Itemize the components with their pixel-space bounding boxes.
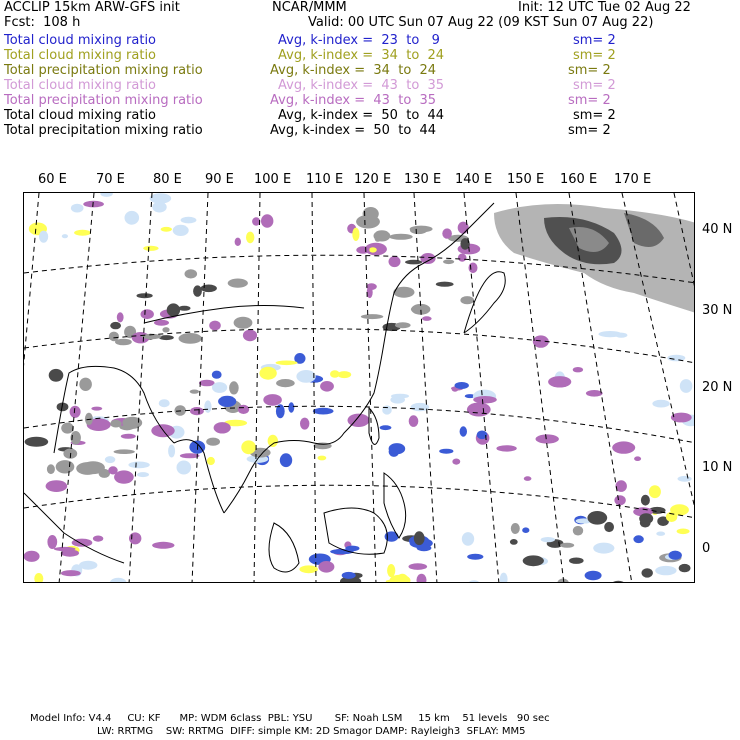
- model-title: ACCLIP 15km ARW-GFS init: [4, 0, 180, 15]
- cloud-patch: [522, 527, 529, 533]
- cloud-patch: [612, 441, 635, 453]
- cloud-patch: [389, 256, 401, 267]
- cloud-patch: [93, 536, 103, 542]
- cloud-patch: [655, 566, 676, 575]
- lat-label: 30 N: [702, 303, 733, 318]
- cloud-patch: [460, 426, 467, 436]
- cloud-patch: [541, 537, 555, 542]
- cloud-patch: [469, 263, 478, 274]
- field-avg: Avg, k-index = 50 to 44: [278, 108, 445, 123]
- cloud-patch: [76, 462, 99, 475]
- lon-label: 140 E: [455, 172, 493, 187]
- cloud-patch: [105, 456, 115, 463]
- cloud-patch: [143, 246, 158, 251]
- lon-label: 170 E: [614, 172, 652, 187]
- cloud-patch: [235, 238, 241, 246]
- field-sm: sm= 2: [573, 108, 616, 123]
- cloud-patch: [524, 476, 532, 481]
- lon-label: 150 E: [507, 172, 545, 187]
- cloud-patch: [209, 321, 221, 331]
- cloud-patch: [649, 485, 661, 498]
- cloud-patch: [345, 546, 359, 552]
- cloud-patch: [639, 513, 653, 524]
- cloud-patch: [414, 531, 425, 545]
- cloud-patch: [24, 551, 40, 562]
- cloud-patch: [228, 279, 248, 288]
- cloud-patch: [296, 370, 315, 383]
- cloud-patch: [121, 434, 136, 439]
- cloud-patch: [641, 495, 650, 506]
- field-avg: Avg, k-index = 43 to 35: [278, 78, 445, 93]
- lon-label: 130 E: [404, 172, 442, 187]
- cloud-patch: [74, 230, 91, 236]
- field-name: Total precipitation mixing ratio: [4, 63, 203, 78]
- cloud-patch: [560, 543, 574, 548]
- cloud-patch: [318, 456, 327, 461]
- cloud-patch: [159, 335, 174, 340]
- field-name: Total cloud mixing ratio: [4, 78, 157, 93]
- field-name: Total precipitation mixing ratio: [4, 123, 203, 138]
- lon-label: 160 E: [560, 172, 598, 187]
- lat-label: 10 N: [702, 460, 733, 475]
- cloud-patch: [128, 462, 149, 469]
- cloud-patch: [154, 320, 169, 326]
- cloud-patch: [389, 443, 406, 454]
- cloud-patch: [181, 217, 197, 224]
- cloud-patch: [587, 511, 607, 525]
- cloud-patch: [356, 215, 380, 229]
- cloud-patch: [173, 225, 189, 236]
- valid-time: Valid: 00 UTC Sun 07 Aug 22 (09 KST Sun 07 Aug 22): [308, 15, 654, 30]
- cloud-patch: [204, 400, 211, 412]
- cloud-patch: [410, 227, 427, 235]
- cloud-patch: [374, 230, 391, 241]
- cloud-patch: [207, 457, 215, 465]
- cloud-patch: [61, 423, 74, 434]
- cloud-patch: [276, 361, 298, 366]
- forecast-map: [23, 192, 695, 583]
- cloud-patch: [585, 571, 602, 580]
- field-name: Total cloud mixing ratio: [4, 108, 157, 123]
- cloud-patch: [85, 413, 93, 425]
- lat-label: 20 N: [702, 380, 733, 395]
- cloud-patch: [110, 420, 121, 428]
- cloud-patch: [462, 532, 474, 546]
- cloud-patch: [229, 381, 239, 394]
- cloud-patch: [246, 232, 254, 244]
- lat-label: 40 N: [702, 222, 733, 237]
- model-physics: LW: RRTMG SW: RRTMG DIFF: simple KM: 2D Smagor DAMP: Rayleigh3 SFLAY: MM5: [97, 726, 526, 737]
- cloud-patch: [206, 438, 220, 446]
- cloud-patch: [177, 461, 192, 475]
- cloud-patch: [536, 434, 559, 443]
- cloud-patch: [178, 306, 190, 311]
- cloud-patch: [548, 376, 571, 387]
- cloud-patch: [218, 396, 236, 407]
- lon-label: 100 E: [254, 172, 292, 187]
- cloud-patch: [168, 445, 175, 458]
- cloud-patch: [114, 449, 135, 454]
- cloud-patch: [569, 558, 584, 564]
- cloud-patch: [159, 399, 170, 407]
- cloud-patch: [573, 367, 583, 372]
- cloud-patch: [238, 405, 249, 414]
- field-avg: Avg, k-index = 23 to 9: [278, 33, 440, 48]
- cloud-patch: [212, 382, 227, 393]
- cloud-patch: [268, 435, 278, 447]
- cloud-patch: [150, 193, 172, 203]
- cloud-patch: [342, 572, 356, 579]
- cloud-patch: [387, 564, 395, 577]
- cloud-patch: [420, 253, 435, 264]
- field-name: Total precipitation mixing ratio: [4, 93, 203, 108]
- cloud-patch: [409, 415, 419, 427]
- cloud-patch: [49, 369, 64, 382]
- field-sm: sm= 2: [573, 78, 616, 93]
- cloud-patch: [467, 403, 491, 417]
- cloud-patch: [288, 402, 294, 412]
- cloud-patch: [79, 561, 97, 570]
- cloud-patch: [313, 408, 334, 415]
- cloud-patch: [115, 339, 132, 346]
- cloud-patch: [190, 390, 199, 394]
- cloud-patch: [614, 495, 625, 505]
- cloud-patch: [47, 535, 57, 549]
- lon-label: 110 E: [306, 172, 344, 187]
- field-name: Total cloud mixing ratio: [4, 48, 157, 63]
- lon-label: 60 E: [38, 172, 67, 187]
- cloud-patch: [633, 535, 643, 543]
- cloud-patch: [443, 260, 454, 265]
- model-info: Model Info: V4.4 CU: KF MP: WDM 6class PBL: YSU SF: Noah LSM 15 km 51 levels 90 sec: [30, 713, 550, 724]
- forecast-hour: Fcst: 108 h: [4, 15, 81, 30]
- cloud-patch: [263, 394, 282, 406]
- cloud-patch: [439, 449, 453, 454]
- cloud-patch: [511, 523, 520, 534]
- cloud-patch: [190, 407, 204, 415]
- cloud-patch: [193, 285, 202, 296]
- cloud-patch: [137, 293, 153, 298]
- cloud-patch: [473, 396, 497, 403]
- cloud-patch: [523, 555, 544, 566]
- cloud-patch: [573, 526, 583, 536]
- cloud-patch: [680, 379, 693, 393]
- cloud-patch: [162, 327, 169, 332]
- cloud-patch: [380, 425, 392, 430]
- cloud-patch: [167, 303, 180, 316]
- field-avg: Avg, k-index = 34 to 24: [270, 63, 437, 78]
- cloud-patch: [91, 407, 102, 411]
- cloud-patch: [510, 539, 518, 545]
- cloud-patch: [71, 204, 84, 213]
- cloud-patch: [320, 381, 334, 392]
- cloud-patch: [212, 371, 222, 379]
- cloud-patch: [243, 330, 257, 342]
- cloud-patch: [593, 543, 614, 554]
- lat-label: 0: [702, 541, 711, 556]
- cloud-patch: [47, 464, 55, 474]
- cloud-patch: [79, 378, 92, 391]
- init-time: Init: 12 UTC Tue 02 Aug 22: [518, 0, 691, 15]
- cloud-patch: [352, 228, 359, 241]
- cloud-patch: [369, 247, 377, 252]
- cloud-patch: [442, 228, 452, 238]
- cloud-patch: [299, 565, 318, 573]
- lon-label: 70 E: [96, 172, 125, 187]
- cloud-patch: [129, 532, 141, 544]
- cloud-patch: [46, 480, 68, 492]
- institution-label: NCAR/MMM: [272, 0, 347, 15]
- cloud-patch: [141, 309, 154, 319]
- cloud-patch: [125, 211, 140, 225]
- cloud-patch: [261, 214, 273, 228]
- field-sm: sm= 2: [568, 123, 611, 138]
- cloud-patch: [671, 413, 692, 423]
- cloud-patch: [56, 460, 75, 473]
- cloud-patch: [422, 316, 432, 321]
- cloud-patch: [678, 476, 692, 482]
- map-canvas: [24, 193, 695, 583]
- cloud-patch: [409, 563, 428, 570]
- cloud-patch: [496, 445, 516, 451]
- cloud-patch: [382, 405, 392, 414]
- cloud-patch: [25, 437, 49, 447]
- cloud-patch: [39, 231, 48, 243]
- lon-label: 80 E: [153, 172, 182, 187]
- cloud-patch: [405, 260, 422, 265]
- cloud-patch: [389, 234, 413, 240]
- cloud-patch: [300, 418, 309, 430]
- cloud-patch: [391, 394, 409, 399]
- field-avg: Avg, k-index = 34 to 24: [278, 48, 445, 63]
- cloud-patch: [61, 570, 81, 576]
- cloud-patch: [185, 269, 198, 278]
- cloud-patch: [436, 282, 454, 287]
- cloud-patch: [330, 370, 340, 378]
- cloud-patch: [669, 551, 682, 560]
- cloud-patch: [137, 472, 149, 477]
- cloud-patch: [179, 333, 202, 344]
- cloud-patch: [604, 522, 614, 532]
- cloud-patch: [214, 422, 231, 433]
- cloud-patch: [280, 453, 292, 467]
- cloud-patch: [241, 440, 256, 454]
- cloud-patch: [117, 312, 124, 322]
- cloud-patch: [467, 554, 483, 560]
- cloud-patch: [452, 459, 460, 465]
- cloud-patch: [417, 545, 432, 551]
- cloud-patch: [180, 453, 200, 458]
- cloud-patch: [458, 254, 467, 262]
- cloud-patch: [586, 390, 603, 397]
- cloud-patch: [348, 414, 370, 427]
- cloud-patch: [677, 529, 690, 535]
- field-avg: Avg, k-index = 50 to 44: [270, 123, 437, 138]
- cloud-patch: [679, 564, 691, 572]
- field-avg: Avg, k-index = 43 to 35: [270, 93, 437, 108]
- cloud-patch: [234, 317, 253, 329]
- cloud-patch: [83, 201, 104, 208]
- lon-label: 120 E: [354, 172, 392, 187]
- cloud-patch: [318, 561, 334, 573]
- cloud-patch: [656, 532, 665, 536]
- cloud-patch: [110, 322, 121, 329]
- cloud-patch: [361, 314, 383, 319]
- cloud-patch: [652, 400, 669, 408]
- cloud-patch: [199, 380, 215, 387]
- field-name: Total cloud mixing ratio: [4, 33, 157, 48]
- cloud-patch: [634, 456, 641, 461]
- cloud-patch: [460, 296, 474, 304]
- cloud-patch: [356, 246, 369, 253]
- cloud-patch: [259, 367, 276, 380]
- cloud-patch: [276, 379, 295, 387]
- cloud-patch: [599, 331, 622, 337]
- cloud-patch: [61, 550, 79, 557]
- field-sm: sm= 2: [573, 33, 616, 48]
- cloud-patch: [152, 542, 174, 549]
- cloud-patch: [455, 382, 469, 389]
- cloud-patch: [642, 568, 653, 577]
- cloud-patch: [395, 322, 411, 328]
- cloud-patch: [201, 285, 217, 293]
- lon-label: 90 E: [205, 172, 234, 187]
- field-sm: sm= 2: [568, 63, 611, 78]
- field-sm: sm= 2: [573, 48, 616, 63]
- cloud-patch: [108, 466, 117, 474]
- cloud-patch: [62, 234, 68, 238]
- field-sm: sm= 2: [568, 93, 611, 108]
- cloud-patch: [161, 227, 172, 232]
- cloud-patch: [70, 406, 81, 418]
